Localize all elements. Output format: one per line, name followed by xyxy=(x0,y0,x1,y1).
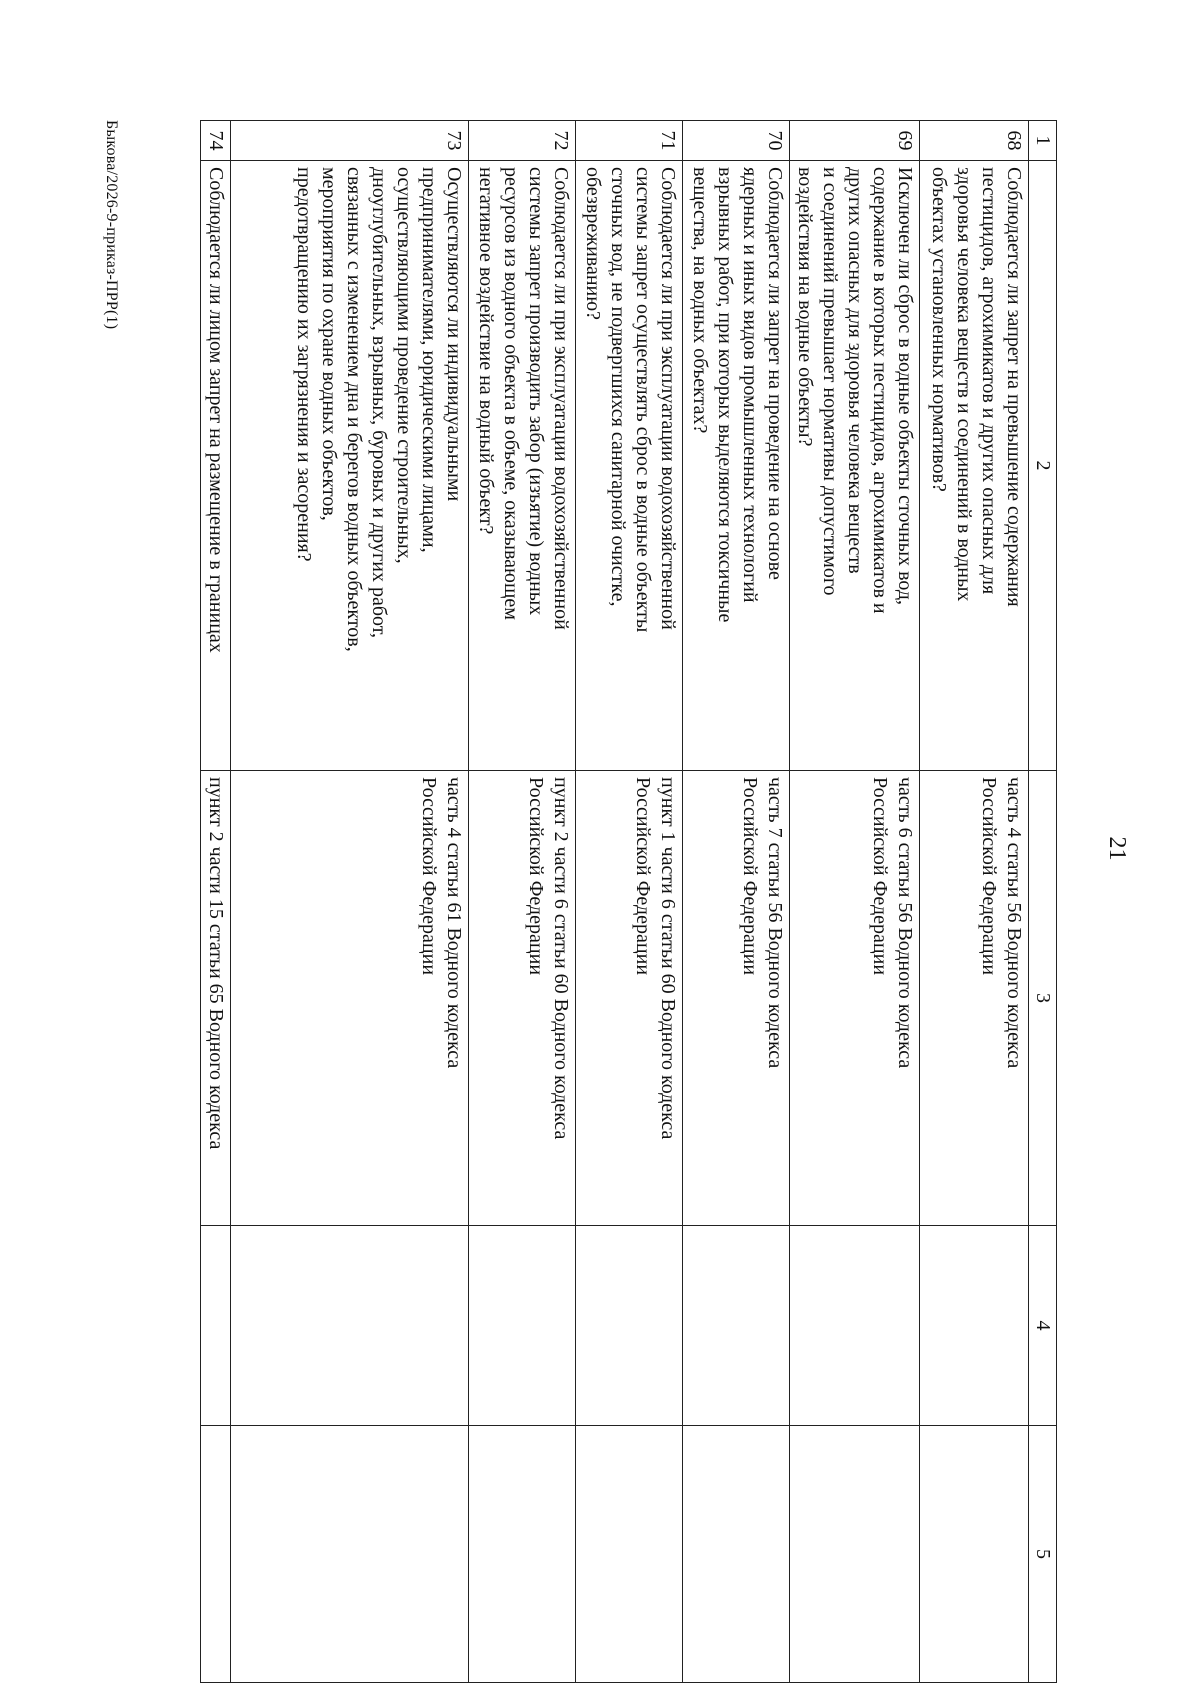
table-row xyxy=(683,121,790,1683)
row-question: Осуществляются ли индивидуальными предпринимателями, юридическими лицами, осуществляющими проведение строительных, дноуглубительных, взрывных, буровых и других работ, связанных с изменением дна и берегов водных объектов, мероприятия по охране водных объектов, предотвращению их загрязнения и засорения? xyxy=(231,161,469,771)
page-number: 21 xyxy=(1104,836,1130,861)
row-question: Исключен ли сброс в водные объекты сточных вод, содержание в которых пестицидов, агрохимикатов и других опасных для здоровья человека веществ и соединений превышает нормативы допустимого воздействия на водные объекты? xyxy=(790,161,920,771)
row-answer-cell xyxy=(920,1226,1029,1426)
row-number: 70 xyxy=(683,121,790,161)
row-question: Соблюдается ли лицом запрет на размещение в границах xyxy=(201,161,231,771)
row-question: Соблюдается ли при эксплуатации водохозяйственной системы запрет осуществлять сброс в водные объекты сточных вод, не подвергшихся санитарной очистке, обезвреживанию? xyxy=(576,161,683,771)
column-header-3: 3 xyxy=(1029,771,1057,1226)
column-header-5: 5 xyxy=(1029,1426,1057,1683)
row-number: 74 xyxy=(201,121,231,161)
row-notes-cell xyxy=(231,1426,469,1683)
table-row xyxy=(920,121,1029,1683)
row-legal-reference: пункт 2 части 15 статьи 65 Водного кодекса xyxy=(201,771,231,1226)
row-legal-reference: часть 4 статьи 61 Водного кодекса Российской Федерации xyxy=(231,771,469,1226)
table-row xyxy=(790,121,920,1683)
row-question: Соблюдается ли запрет на превышение содержания пестицидов, агрохимикатов и других опасных для здоровья человека веществ и соединений в водных объектах установленных нормативов? xyxy=(920,161,1029,771)
column-header-2: 2 xyxy=(1029,161,1057,771)
row-number: 68 xyxy=(920,121,1029,161)
row-notes-cell xyxy=(683,1426,790,1683)
column-header-1: 1 xyxy=(1029,121,1057,161)
row-legal-reference: пункт 1 части 6 статьи 60 Водного кодекса Российской Федерации xyxy=(576,771,683,1226)
row-notes-cell xyxy=(201,1426,231,1683)
row-answer-cell xyxy=(469,1226,576,1426)
row-notes-cell xyxy=(790,1426,920,1683)
row-question: Соблюдается ли при эксплуатации водохозяйственной системы запрет производить забор (изъятие) водных ресурсов из водного объекта в объеме, оказывающем негативное воздействие на водный объект? xyxy=(469,161,576,771)
row-number: 73 xyxy=(231,121,469,161)
row-notes-cell xyxy=(469,1426,576,1683)
row-number: 69 xyxy=(790,121,920,161)
row-legal-reference: часть 7 статьи 56 Водного кодекса Российской Федерации xyxy=(683,771,790,1226)
table-row xyxy=(576,121,683,1683)
row-answer-cell xyxy=(231,1226,469,1426)
row-answer-cell xyxy=(201,1226,231,1426)
row-question: Соблюдается ли запрет на проведение на основе ядерных и иных видов промышленных технологий взрывных работ, при которых выделяются токсичные вещества, на водных объектах? xyxy=(683,161,790,771)
row-answer-cell xyxy=(790,1226,920,1426)
row-legal-reference: пункт 2 части 6 статьи 60 Водного кодекса Российской Федерации xyxy=(469,771,576,1226)
table-header-row xyxy=(1029,121,1057,1683)
row-notes-cell xyxy=(920,1426,1029,1683)
row-number: 71 xyxy=(576,121,683,161)
table-row xyxy=(469,121,576,1683)
row-legal-reference: часть 4 статьи 56 Водного кодекса Российской Федерации xyxy=(920,771,1029,1226)
document-footer-code: Быкова/2026-9-приказ-ПРР(1) xyxy=(103,120,120,330)
row-notes-cell xyxy=(576,1426,683,1683)
row-answer-cell xyxy=(683,1226,790,1426)
row-answer-cell xyxy=(576,1226,683,1426)
inspection-checklist-table xyxy=(200,120,1057,1683)
table-row xyxy=(231,121,469,1683)
row-legal-reference: часть 6 статьи 56 Водного кодекса Российской Федерации xyxy=(790,771,920,1226)
table-row xyxy=(201,121,231,1683)
column-header-4: 4 xyxy=(1029,1226,1057,1426)
row-number: 72 xyxy=(469,121,576,161)
